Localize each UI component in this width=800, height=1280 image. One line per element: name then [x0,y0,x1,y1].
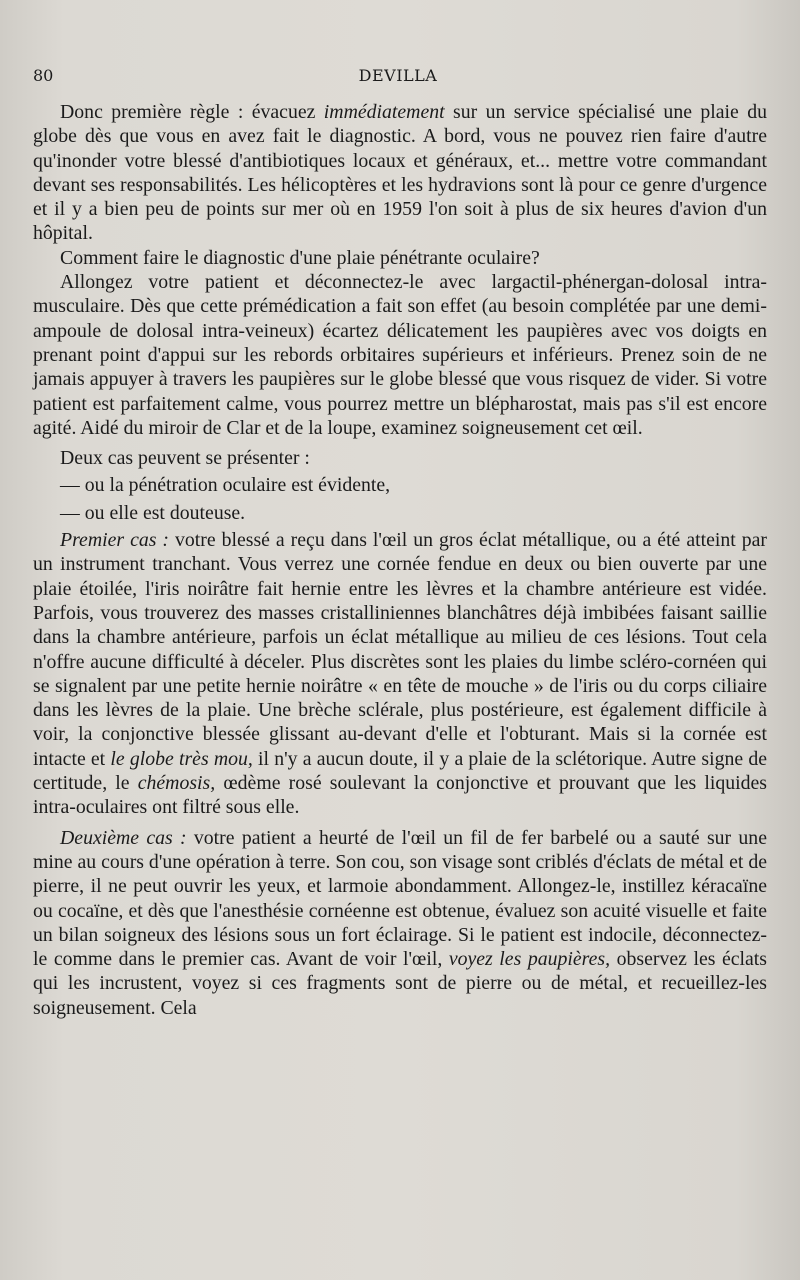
text-run: Donc première règle : évacuez [60,101,324,123]
running-head [33,66,763,88]
text-run: observez les éclats qui les incrustent, voyez si ces fragments sont de pierre ou de métal, et recueillez-les soigneusement. Cela [33,948,768,1019]
paragraph-two-cases: Deux cas peuvent se présenter : [60,447,310,470]
page-number: 80 [33,66,54,85]
emphasis: Deuxième cas : [60,826,187,849]
paragraph-question: Comment faire le diagnostic d'une plaie pénétrante oculaire? [60,246,540,269]
paragraph-first-case [33,528,767,820]
text-run: sur un service spécialisé une plaie du globe dès que vous en avez fait le diagnostic. A bord, vous ne pouvez rien faire d'autre qu'inonder votre blessé d'antibiotiques locaux et généraux, et... mettre votre commandant devant ses responsabilités. Les hélicoptères et les hydravions sont là pour ce genre d'urgence et il y a bien peu de points sur mer où en 1959 l'on soit à plus de six heures d'avion d'un hôpital. [33,101,767,245]
paragraph-procedure: Allongez votre patient et déconnectez-le avec largactil-phénergan-dolosal intra-musculaire. Dès que cette prémédication a fait son effet (au besoin complétée par une demi-ampoule de dolosal intra-veineux) écartez délicatement les paupières avec vos doigts en prenant point d'appui sur les rebords orbitaires supérieurs et inférieurs. Prenez soin de ne jamais appuyer à travers les paupières sur le globe blessé que vous risquez de vider. Si votre patient est parfaitement calme, vous pourrez mettre un blépharostat, mais pas s'il est encore agité. Aidé du miroir de Clar et de la loupe, examinez soigneusement cet œil. [33,271,767,439]
emphasis: le globe très mou, [110,747,253,770]
text-run: votre patient a heurté de l'œil un fil de fer barbelé ou a sauté sur une mine au cours d'une opération à terre. Son cou, son visage sont criblés d'éclats de métal et de pierre, il ne peut ouvrir les yeux, et larmoie abondamment. Allongez-le, instillez kéracaïne ou cocaïne, et dès que l'anesthésie cornéenne est obtenue, évaluez son acuité visuelle et faite un bilan soigneux des lésions sous un fort éclairage. Si le patient est indocile, déconnectez-le comme dans le premier cas. Avant de voir l'œil, [33,826,767,971]
emphasis: Premier cas : [60,529,169,552]
body-text [33,100,767,1020]
emphasis: voyez les paupières, [448,948,611,971]
text-run: votre blessé a reçu dans l'œil un gros éclat métallique, ou a été atteint par un instrument tranchant. Vous verrez une cornée fendue en deux ou bien ouverte par une plaie étoilée, l'iris noirâtre fait hernie entre les lèvres et la chambre antérieure est vidée. Parfois, vous trouverez des masses cristalliniennes blanchâtres déjà imbibées faisant saillie dans la chambre antérieure, parfois un éclat métallique au milieu de ces lésions. Tout cela n'offre aucune difficulté à déceler. Plus discrètes sont les plaies du limbe scléro-cornéen qui se signalent par une petite hernie noirâtre « en tête de mouche » de l'iris ou du corps ciliaire dans les lèvres de la plaie. Une brèche sclérale, plus postérieure, est également difficile à voir, la conjonctive blessée glissant au-devant d'elle et l'obturant. Mais si la cornée est intacte et [33,529,767,770]
list-item-evident: — ou la pénétration oculaire est évidente, [60,474,391,497]
emphasis: chémosis, [137,772,216,795]
paragraph-evacuation [33,100,767,246]
paragraph-second-case [33,826,767,1020]
emphasis: immédiatement [323,101,445,123]
list-item-doubtful: — ou elle est douteuse. [60,501,246,524]
running-title: DEVILLA [358,66,438,85]
text-run: il n'y a aucun doute, il y a plaie de la sclétorique. Autre signe de certitude, le [33,747,768,795]
text-run: œdème rosé soulevant la conjonctive et prouvant que les liquides intra-oculaires ont filtré sous elle. [33,772,767,819]
